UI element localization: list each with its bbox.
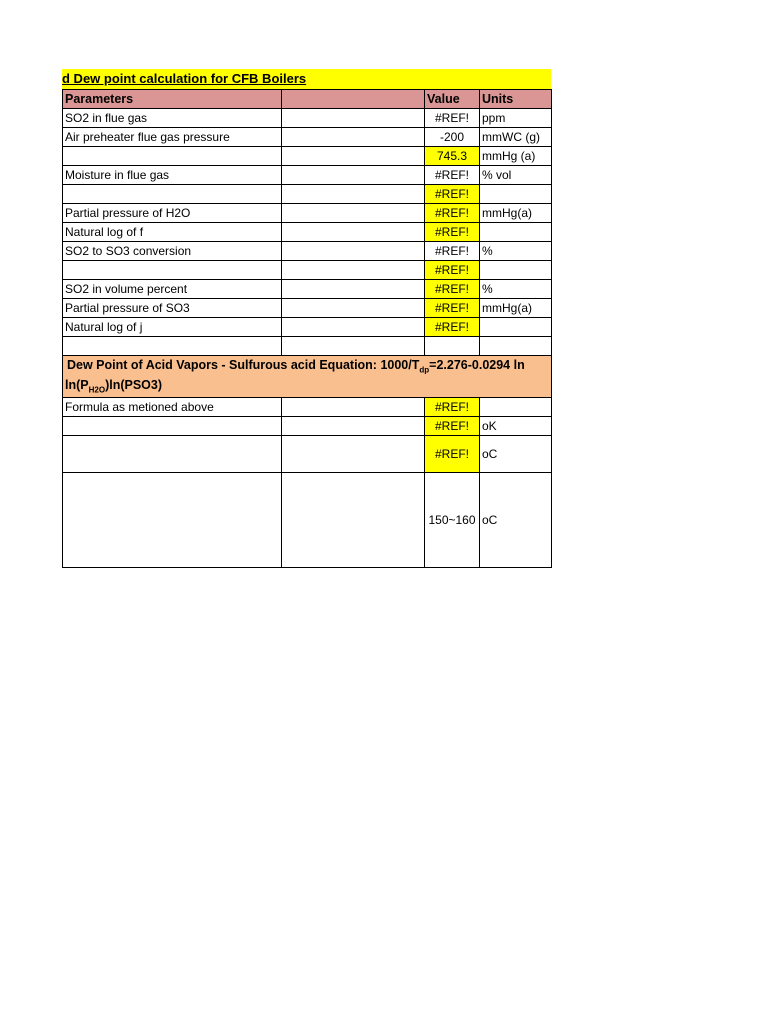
blank-cell[interactable] xyxy=(282,473,425,568)
units-cell[interactable]: mmHg(a) xyxy=(480,204,552,223)
parameter-cell[interactable] xyxy=(63,147,282,166)
section-header-cell[interactable] xyxy=(63,356,552,398)
parameter-cell[interactable] xyxy=(63,337,282,356)
blank-cell[interactable] xyxy=(282,337,425,356)
blank-cell[interactable] xyxy=(282,147,425,166)
parameter-cell[interactable]: SO2 in volume percent xyxy=(63,280,282,299)
header-units[interactable]: Units xyxy=(480,90,552,109)
header-parameters[interactable]: Parameters xyxy=(63,90,282,109)
blank-cell[interactable] xyxy=(282,204,425,223)
blank-cell[interactable] xyxy=(282,242,425,261)
value-cell[interactable]: #REF! xyxy=(425,318,480,337)
parameter-cell[interactable]: Moisture in flue gas xyxy=(63,166,282,185)
units-cell[interactable] xyxy=(480,185,552,204)
units-cell[interactable]: mmHg(a) xyxy=(480,299,552,318)
equation2-prefix: ln(P xyxy=(65,377,89,392)
equation-sub-dp: dp xyxy=(419,365,430,375)
value-cell[interactable]: -200 xyxy=(425,128,480,147)
blank-cell[interactable] xyxy=(282,185,425,204)
parameter-cell[interactable] xyxy=(63,473,282,568)
section-line-2 xyxy=(65,378,549,398)
table-row xyxy=(63,204,552,223)
section-header-row xyxy=(63,356,552,398)
units-cell[interactable]: % xyxy=(480,242,552,261)
table-row xyxy=(63,223,552,242)
blank-cell[interactable] xyxy=(282,109,425,128)
parameter-cell[interactable] xyxy=(63,417,282,436)
blank-cell[interactable] xyxy=(282,223,425,242)
parameter-cell[interactable] xyxy=(63,185,282,204)
units-cell[interactable]: ppm xyxy=(480,109,552,128)
blank-cell[interactable] xyxy=(282,417,425,436)
parameter-cell[interactable]: Formula as metioned above xyxy=(63,398,282,417)
parameter-cell[interactable] xyxy=(63,261,282,280)
value-cell[interactable]: #REF! xyxy=(425,204,480,223)
section-line-1 xyxy=(65,358,549,378)
table-row xyxy=(63,318,552,337)
units-cell[interactable] xyxy=(480,337,552,356)
units-cell[interactable]: oK xyxy=(480,417,552,436)
blank-cell[interactable] xyxy=(282,166,425,185)
value-cell[interactable]: 745.3 xyxy=(425,147,480,166)
table-row xyxy=(63,166,552,185)
units-cell[interactable]: % vol xyxy=(480,166,552,185)
equation-suffix: =2.276-0.0294 ln xyxy=(429,358,525,372)
blank-cell[interactable] xyxy=(282,280,425,299)
value-cell[interactable]: 150~160 xyxy=(425,473,480,568)
units-cell[interactable] xyxy=(480,398,552,417)
parameter-cell[interactable]: Natural log of f xyxy=(63,223,282,242)
equation2-suffix: )ln(PSO3) xyxy=(105,377,163,392)
blank-cell[interactable] xyxy=(282,261,425,280)
equation2-sub-h2o: H2O xyxy=(88,385,106,394)
blank-cell[interactable] xyxy=(282,398,425,417)
value-cell[interactable]: #REF! xyxy=(425,299,480,318)
parameter-cell[interactable]: SO2 in flue gas xyxy=(63,109,282,128)
units-cell[interactable]: mmHg (a) xyxy=(480,147,552,166)
parameter-cell[interactable]: SO2 to SO3 conversion xyxy=(63,242,282,261)
table-row xyxy=(63,473,552,568)
table-row xyxy=(63,242,552,261)
parameter-cell[interactable]: Air preheater flue gas pressure xyxy=(63,128,282,147)
value-cell[interactable]: #REF! xyxy=(425,436,480,473)
value-cell[interactable]: #REF! xyxy=(425,166,480,185)
blank-cell[interactable] xyxy=(282,436,425,473)
table-row xyxy=(63,128,552,147)
value-cell[interactable]: #REF! xyxy=(425,261,480,280)
table-row xyxy=(63,147,552,166)
value-cell[interactable] xyxy=(425,337,480,356)
value-cell[interactable]: #REF! xyxy=(425,109,480,128)
value-cell[interactable]: #REF! xyxy=(425,417,480,436)
table-row xyxy=(63,417,552,436)
parameter-cell[interactable]: Partial pressure of SO3 xyxy=(63,299,282,318)
header-blank[interactable] xyxy=(282,90,425,109)
value-cell[interactable]: #REF! xyxy=(425,185,480,204)
value-cell[interactable]: #REF! xyxy=(425,223,480,242)
parameter-cell[interactable]: Partial pressure of H2O xyxy=(63,204,282,223)
units-cell[interactable] xyxy=(480,223,552,242)
table-row xyxy=(63,398,552,417)
table-row xyxy=(63,109,552,128)
value-cell[interactable]: #REF! xyxy=(425,242,480,261)
units-cell[interactable]: % xyxy=(480,280,552,299)
calculation-table xyxy=(62,89,552,568)
units-cell[interactable]: oC xyxy=(480,436,552,473)
table-row xyxy=(63,337,552,356)
table-row xyxy=(63,299,552,318)
header-value[interactable]: Value xyxy=(425,90,480,109)
blank-cell[interactable] xyxy=(282,128,425,147)
table-row xyxy=(63,436,552,473)
units-cell[interactable]: mmWC (g) xyxy=(480,128,552,147)
equation-prefix: Dew Point of Acid Vapors - Sulfurous acid Equation: 1000/T xyxy=(67,358,420,372)
value-cell[interactable]: #REF! xyxy=(425,398,480,417)
sheet-title-text: d Dew point calculation for CFB Boilers xyxy=(62,71,307,86)
units-cell[interactable] xyxy=(480,318,552,337)
units-cell[interactable] xyxy=(480,261,552,280)
sheet-title xyxy=(62,69,551,89)
table-row xyxy=(63,185,552,204)
table-row xyxy=(63,280,552,299)
header-row xyxy=(63,90,552,109)
value-cell[interactable]: #REF! xyxy=(425,280,480,299)
blank-cell[interactable] xyxy=(282,318,425,337)
table-row xyxy=(63,261,552,280)
parameter-cell[interactable] xyxy=(63,436,282,473)
units-cell[interactable]: oC xyxy=(480,473,552,568)
blank-cell[interactable] xyxy=(282,299,425,318)
parameter-cell[interactable]: Natural log of j xyxy=(63,318,282,337)
